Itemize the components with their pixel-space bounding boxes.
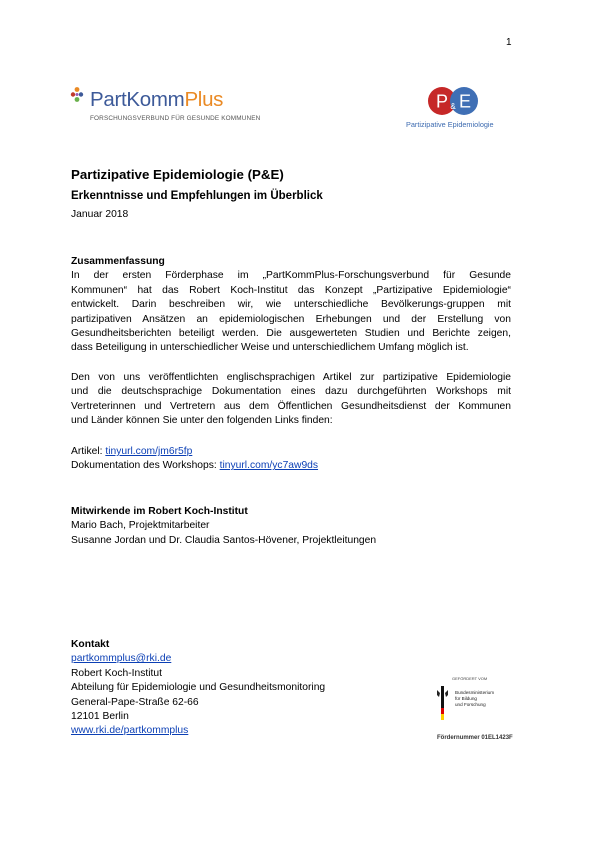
article-link[interactable]: tinyurl.com/jm6r5fp [105, 446, 193, 457]
contact-heading: Kontakt [71, 639, 110, 650]
pe-badge-icon [426, 85, 486, 119]
contact-line: General-Pape-Straße 62-66 [71, 696, 199, 708]
summary-section [71, 255, 511, 356]
contact-email-link[interactable]: partkommplus@rki.de [71, 653, 172, 665]
summary-line: dass Beteiligung in unterschiedlicher Weise und unterschiedlichem Umfang möglich ist. [71, 342, 469, 354]
workshop-line [71, 459, 318, 473]
links-intro-paragraph [71, 371, 511, 429]
workshop-label: Dokumentation des Workshops: [71, 460, 220, 472]
partkommplus-mark-icon [70, 86, 90, 106]
workshop-link[interactable]: tinyurl.com/yc7aw9ds [219, 460, 319, 472]
contributor-line: Mario Bach, Projektmitarbeiter [71, 520, 210, 532]
summary-line: Gesundheitsberichten beteiligt werden. Die ausgewerteten Studien und Berichte zeigen, [71, 328, 511, 340]
partkommplus-logo [70, 86, 270, 132]
partkommplus-tagline: FORSCHUNGSVERBUND FÜR GESUNDE KOMMUNEN [90, 115, 261, 122]
document-date: Januar 2018 [71, 209, 129, 220]
svg-text:P: P [435, 91, 449, 112]
page-number: 1 [506, 37, 512, 48]
pe-caption: Partizipative Epidemiologie [406, 120, 494, 129]
contact-line: Abteilung für Epidemiologie und Gesundheitsmonitoring [71, 682, 326, 694]
contributors-heading: Mitwirkende im Robert Koch-Institut [71, 506, 248, 517]
summary-line: entwickelt. Darin beschreiben wir, wie unterschiedliche Bevölkerungs-gruppen mit [71, 299, 511, 311]
paragraph-line: Den von uns veröffentlichten englischsprachigen Artikel zur partizipative Epidemiologie [71, 372, 511, 383]
summary-heading: Zusammenfassung [71, 256, 165, 267]
contact-line: Robert Koch-Institut [71, 667, 162, 679]
svg-text:E: E [458, 91, 472, 112]
funding-grant-number: Fördernummer 01EL1423F [437, 735, 513, 741]
funding-ministry: Bundesministerium für Bildung und Forschung [455, 690, 495, 707]
federal-eagle-icon [434, 686, 452, 720]
contact-section [71, 638, 325, 739]
document-subtitle: Erkenntnisse und Empfehlungen im Überblick [71, 190, 323, 202]
summary-line: partizipativen Ansätzen an epidemiologischen Erhebungen und der Erstellung von [71, 313, 511, 325]
contact-line: 12101 Berlin [71, 711, 129, 723]
summary-line: In der ersten Förderphase im „PartKommPlus-Forschungsverbund für Gesunde [71, 270, 511, 282]
document-title: Partizipative Epidemiologie (P&E) [71, 167, 284, 182]
paragraph-line: und die deutschsprachige Dokumentation eines dazu durchgeführten Workshops mit [71, 386, 511, 398]
links-section [71, 445, 318, 474]
article-label: Artikel: [71, 446, 106, 457]
contributor-line: Susanne Jordan und Dr. Claudia Santos-Hövener, Projektleitungen [71, 534, 377, 546]
article-line [71, 445, 318, 459]
partkommplus-wordmark: PartKommPlus [90, 88, 224, 111]
funding-label: GEFÖRDERT VOM [452, 676, 488, 681]
contact-website-link[interactable]: www.rki.de/partkommplus [71, 725, 189, 737]
svg-text:&: & [450, 102, 456, 111]
paragraph-line: und Länder können Sie unter den folgenden Links finden: [71, 415, 333, 427]
pe-logo [402, 85, 512, 133]
summary-line: Kommunen“ hat das Robert Koch-Institut das Konzept „Partizipative Epidemiologie“ [71, 284, 511, 296]
paragraph-line: Vertreterinnen und Vertretern aus dem Öffentlichen Gesundheitsdienst der Kommunen [71, 400, 511, 412]
funding-logo [434, 676, 524, 746]
contributors-section [71, 505, 376, 548]
